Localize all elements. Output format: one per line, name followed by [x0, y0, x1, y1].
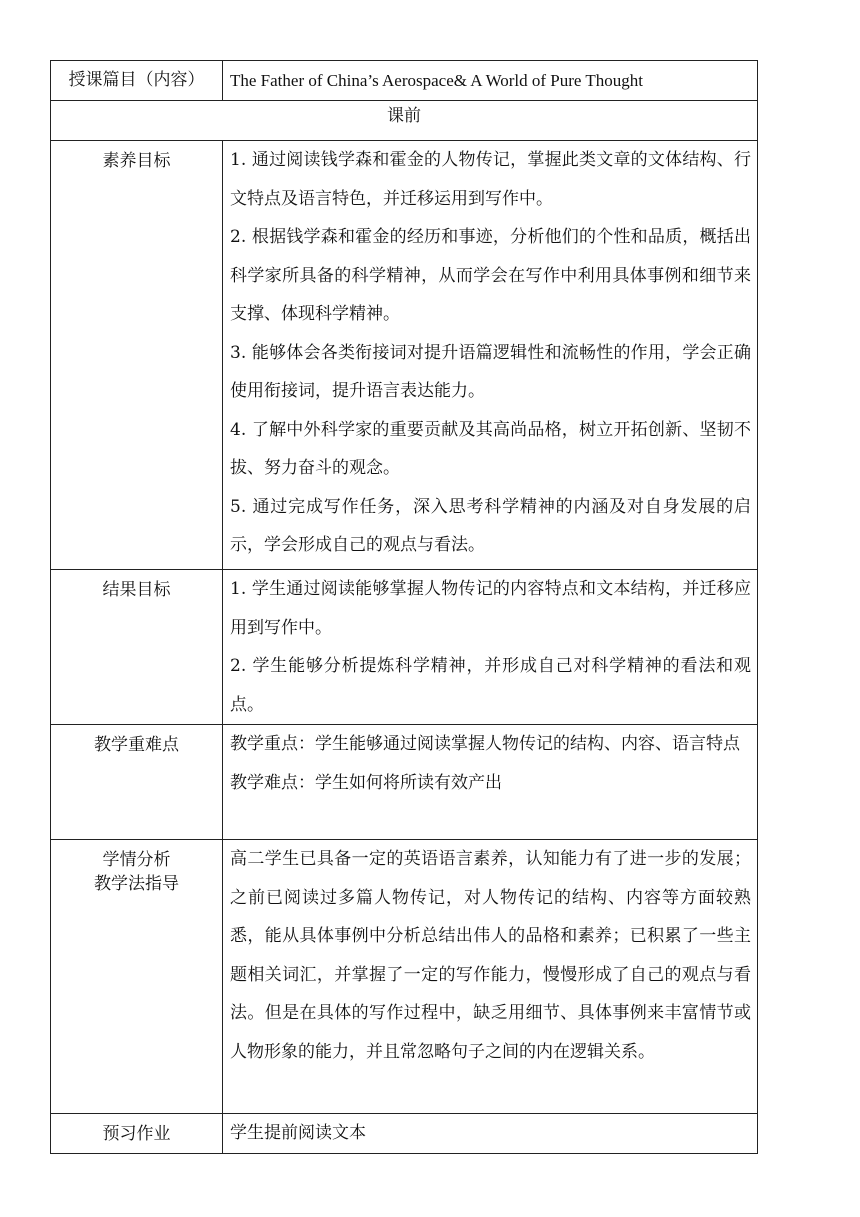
content-paragraph: 2. 学生能够分析提炼科学精神，并形成自己对科学精神的看法和观点。	[230, 656, 751, 715]
lesson-title-value: The Father of China’s Aerospace& A World of Pure Thought	[223, 61, 758, 101]
title-row	[51, 61, 758, 101]
row-content-cell	[223, 725, 758, 840]
row-content-cell	[223, 141, 758, 570]
content-paragraph: 3. 能够体会各类衔接词对提升语篇逻辑性和流畅性的作用，学会正确使用衔接词，提升语言表达能力。	[230, 342, 751, 401]
row-content-cell	[223, 570, 758, 725]
row-label-cell	[51, 1114, 223, 1154]
row-label-cell	[51, 725, 223, 840]
row-label: 预习作业	[102, 1124, 171, 1144]
content-paragraph: 2. 根据钱学森和霍金的经历和事迹，分析他们的个性和品质，概括出科学家所具备的科学精神，从而学会在写作中利用具体事例和细节来支撑、体现科学精神。	[230, 227, 751, 324]
content-paragraph: 学生提前阅读文本	[230, 1123, 366, 1143]
content-paragraph: 教学重点：学生能够通过阅读掌握人物传记的结构、内容、语言特点	[230, 734, 740, 754]
section-row	[51, 101, 758, 141]
row-label: 结果目标	[102, 580, 171, 600]
row-content-cell	[223, 1114, 758, 1154]
row-label-cell	[51, 141, 223, 570]
row-label-line: 学情分析	[102, 850, 171, 870]
lesson-title-label: 授课篇目（内容）	[51, 61, 223, 101]
content-paragraph: 4. 了解中外科学家的重要贡献及其高尚品格，树立开拓创新、坚韧不拔、努力奋斗的观念。	[230, 419, 751, 478]
content-paragraph: 5. 通过完成写作任务，深入思考科学精神的内涵及对自身发展的启示，学会形成自己的观点与看法。	[230, 496, 751, 555]
table-row	[51, 141, 758, 570]
row-content-cell	[223, 840, 758, 1114]
lesson-plan-table	[50, 60, 758, 1154]
content-paragraph: 教学难点：学生如何将所读有效产出	[230, 772, 502, 793]
row-label-line: 教学法指导	[94, 874, 179, 894]
row-label: 素养目标	[102, 151, 171, 171]
table-row	[51, 1114, 758, 1154]
section-heading: 课前	[51, 101, 758, 141]
table-row	[51, 840, 758, 1114]
table-row	[51, 570, 758, 725]
table-row	[51, 725, 758, 840]
content-paragraph: 1. 学生通过阅读能够掌握人物传记的内容特点和文本结构，并迁移应用到写作中。	[230, 579, 751, 638]
content-paragraph: 1. 通过阅读钱学森和霍金的人物传记，掌握此类文章的文体结构、行文特点及语言特色，并迁移运用到写作中。	[230, 150, 751, 209]
row-label-cell	[51, 570, 223, 725]
content-paragraph: 高二学生已具备一定的英语语言素养，认知能力有了进一步的发展；之前已阅读过多篇人物传记，对人物传记的结构、内容等方面较熟悉，能从具体事例中分析总结出伟人的品格和素养；已积累了一些主题相关词汇，并掌握了一定的写作能力，慢慢形成了自己的观点与看法。但是在具体的写作过程中，缺乏用细节、具体事例来丰富情节或人物形象的能力，并且常忽略句子之间的内在逻辑关系。	[230, 849, 751, 1062]
row-label-cell	[51, 840, 223, 1114]
row-label: 教学重难点	[94, 735, 179, 755]
